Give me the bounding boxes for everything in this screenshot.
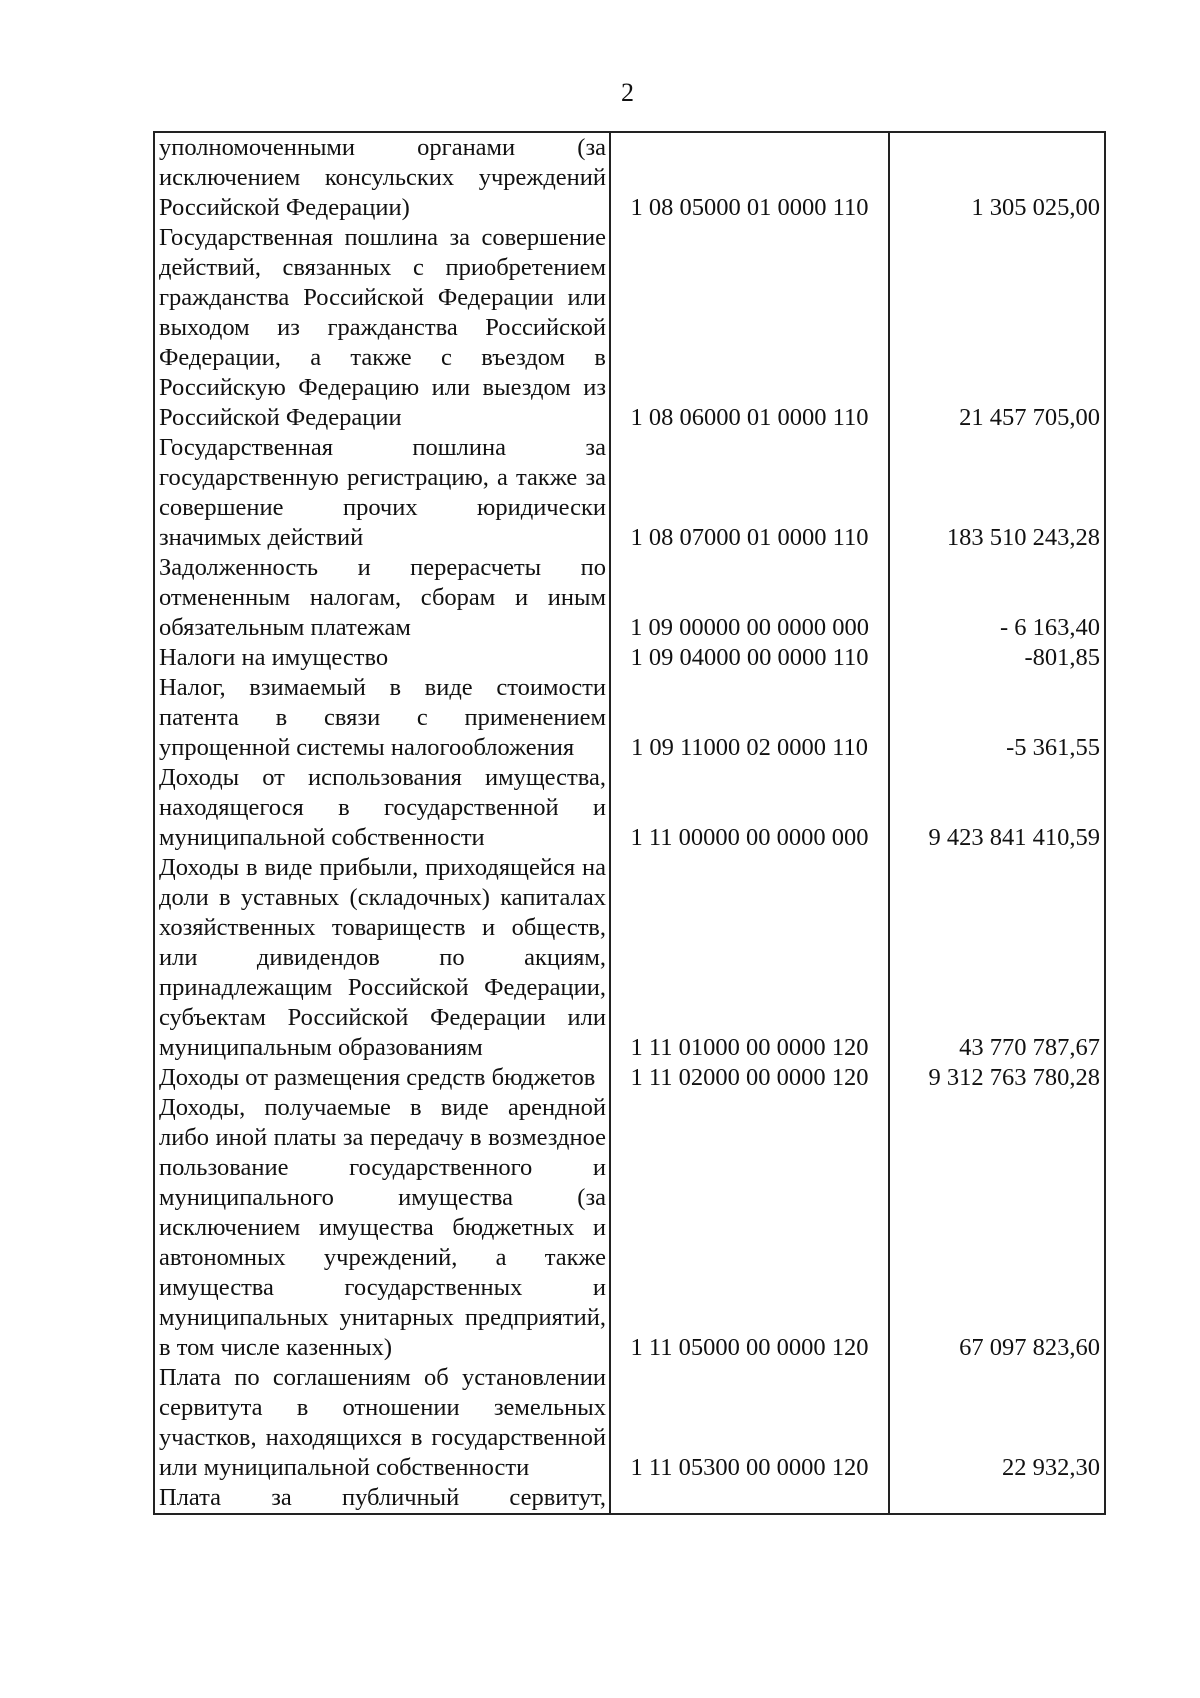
table-row bbox=[154, 433, 1105, 553]
row-amount: -801,85 bbox=[889, 643, 1105, 673]
row-name: Государственная пошлина за совершение действий, связанных с приобретением гражданства Российской Федерации или выходом из гражданства Российской Федерации, а также с въездом в Российскую Федерацию или выездом из Российской Федерации bbox=[154, 223, 610, 433]
table-row bbox=[154, 1363, 1105, 1483]
row-amount: 1 305 025,00 bbox=[889, 132, 1105, 223]
table-row bbox=[154, 1093, 1105, 1363]
table-row bbox=[154, 673, 1105, 763]
row-amount: -5 361,55 bbox=[889, 673, 1105, 763]
row-amount: 9 312 763 780,28 bbox=[889, 1063, 1105, 1093]
row-code: 1 11 05300 00 0000 120 bbox=[610, 1363, 889, 1483]
table-row bbox=[154, 132, 1105, 223]
row-code: 1 09 00000 00 0000 000 bbox=[610, 553, 889, 643]
row-amount: 21 457 705,00 bbox=[889, 223, 1105, 433]
row-code: 1 08 07000 01 0000 110 bbox=[610, 433, 889, 553]
row-code: 1 11 01000 00 0000 120 bbox=[610, 853, 889, 1063]
revenue-table bbox=[153, 131, 1106, 1515]
row-amount: 183 510 243,28 bbox=[889, 433, 1105, 553]
row-code bbox=[610, 1483, 889, 1514]
row-name: Доходы в виде прибыли, приходящейся на доли в уставных (складочных) капиталах хозяйственных товариществ и обществ, или дивидендов по акциям, принадлежащим Российской Федерации, субъектам Российской Федерации или муниципальным образованиям bbox=[154, 853, 610, 1063]
row-name: Налог, взимаемый в виде стоимости патента в связи с применением упрощенной системы налогообложения bbox=[154, 673, 610, 763]
row-name: Доходы от использования имущества, находящегося в государственной и муниципальной собственности bbox=[154, 763, 610, 853]
row-amount: 22 932,30 bbox=[889, 1363, 1105, 1483]
row-name: уполномоченными органами (за исключением консульских учреждений Российской Федерации) bbox=[154, 132, 610, 223]
page-number: 2 bbox=[621, 78, 634, 107]
row-name: Задолженность и перерасчеты по отмененным налогам, сборам и иным обязательным платежам bbox=[154, 553, 610, 643]
row-amount: - 6 163,40 bbox=[889, 553, 1105, 643]
table-row bbox=[154, 553, 1105, 643]
row-name: Плата за публичный сервитут, bbox=[154, 1483, 610, 1514]
row-name: Налоги на имущество bbox=[154, 643, 610, 673]
table-row bbox=[154, 223, 1105, 433]
row-amount: 9 423 841 410,59 bbox=[889, 763, 1105, 853]
table-row bbox=[154, 1063, 1105, 1093]
row-code: 1 09 11000 02 0000 110 bbox=[610, 673, 889, 763]
row-amount: 43 770 787,67 bbox=[889, 853, 1105, 1063]
table-row bbox=[154, 763, 1105, 853]
row-code: 1 09 04000 00 0000 110 bbox=[610, 643, 889, 673]
row-code: 1 08 05000 01 0000 110 bbox=[610, 132, 889, 223]
row-code: 1 08 06000 01 0000 110 bbox=[610, 223, 889, 433]
table-row bbox=[154, 1483, 1105, 1514]
row-name: Плата по соглашениям об установлении сервитута в отношении земельных участков, находящихся в государственной или муниципальной собственности bbox=[154, 1363, 610, 1483]
row-code: 1 11 00000 00 0000 000 bbox=[610, 763, 889, 853]
row-amount bbox=[889, 1483, 1105, 1514]
row-code: 1 11 02000 00 0000 120 bbox=[610, 1063, 889, 1093]
row-amount: 67 097 823,60 bbox=[889, 1093, 1105, 1363]
row-name: Доходы от размещения средств бюджетов bbox=[154, 1063, 610, 1093]
table-row bbox=[154, 853, 1105, 1063]
table-row bbox=[154, 643, 1105, 673]
row-code: 1 11 05000 00 0000 120 bbox=[610, 1093, 889, 1363]
row-name: Доходы, получаемые в виде арендной либо иной платы за передачу в возмездное пользование государственного и муниципального имущества (за исключением имущества бюджетных и автономных учреждений, а также имущества государственных и муниципальных унитарных предприятий, в том числе казенных) bbox=[154, 1093, 610, 1363]
row-name: Государственная пошлина за государственную регистрацию, а также за совершение прочих юридически значимых действий bbox=[154, 433, 610, 553]
